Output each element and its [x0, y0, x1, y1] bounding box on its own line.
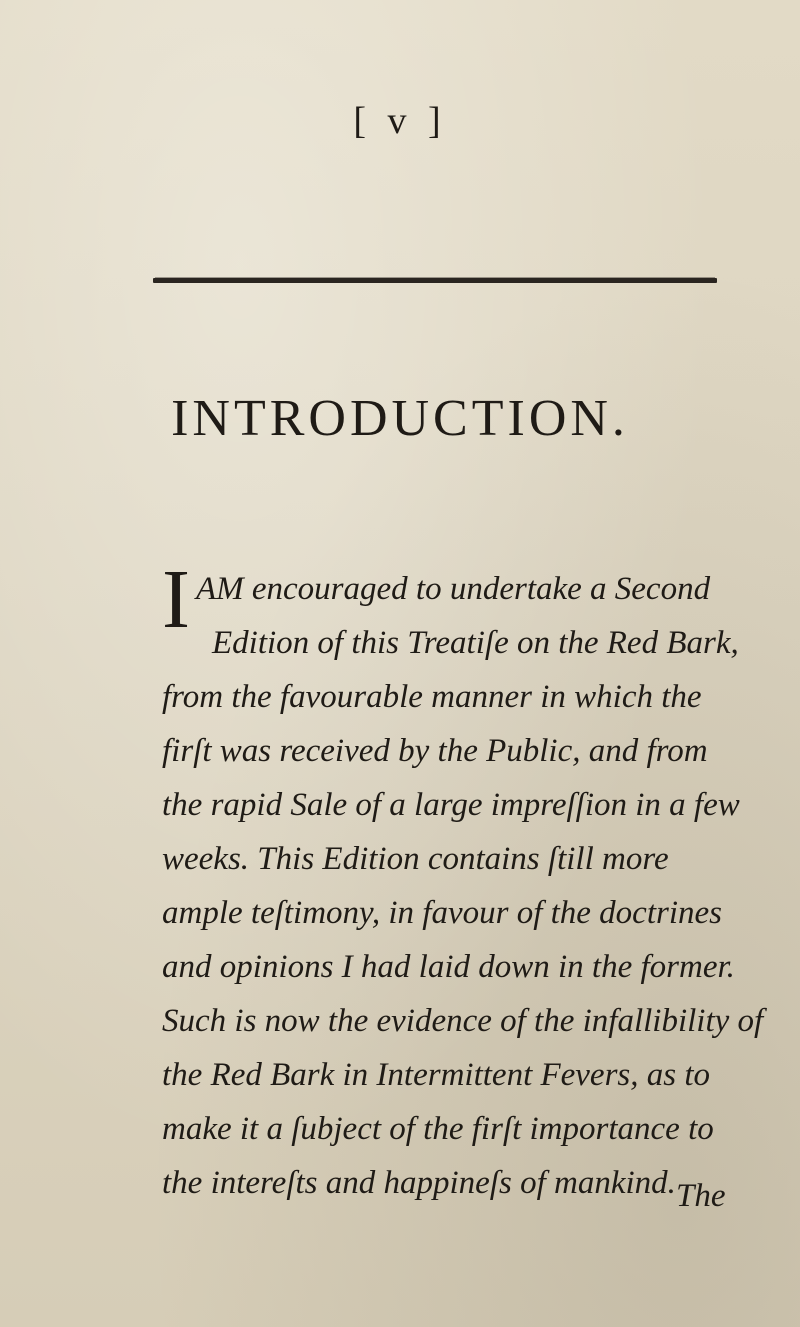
text-line: AM encouraged to undertake a Second [195, 571, 711, 607]
text-line: make it a ſubject of the firſt importance to [162, 1111, 714, 1147]
text-line: Such is now the evidence of the infallibility of [162, 1003, 764, 1039]
text-line: the Red Bark in Intermittent Fevers, as to [162, 1057, 711, 1093]
text-line: from the favourable manner in which the [162, 679, 702, 715]
text-line: the rapid Sale of a large impreſſion in a few [162, 787, 740, 823]
page-number: [ v ] [353, 100, 447, 142]
text-line: the intereſts and happineſs of mankind. [162, 1165, 676, 1201]
text-line: firſt was received by the Public, and from [162, 733, 708, 769]
text-line: weeks. This Edition contains ſtill more [162, 841, 669, 877]
body-paragraph [162, 553, 764, 1210]
drop-cap: I [162, 553, 190, 646]
section-heading: INTRODUCTION. [171, 389, 629, 447]
text-line: ample teſtimony, in favour of the doctrines [162, 895, 723, 931]
text-line: Edition of this Treatiſe on the Red Bark, [212, 625, 739, 661]
text-line: and opinions I had laid down in the former. [162, 949, 735, 985]
header-rule [153, 278, 717, 283]
catchword: The [676, 1178, 726, 1214]
